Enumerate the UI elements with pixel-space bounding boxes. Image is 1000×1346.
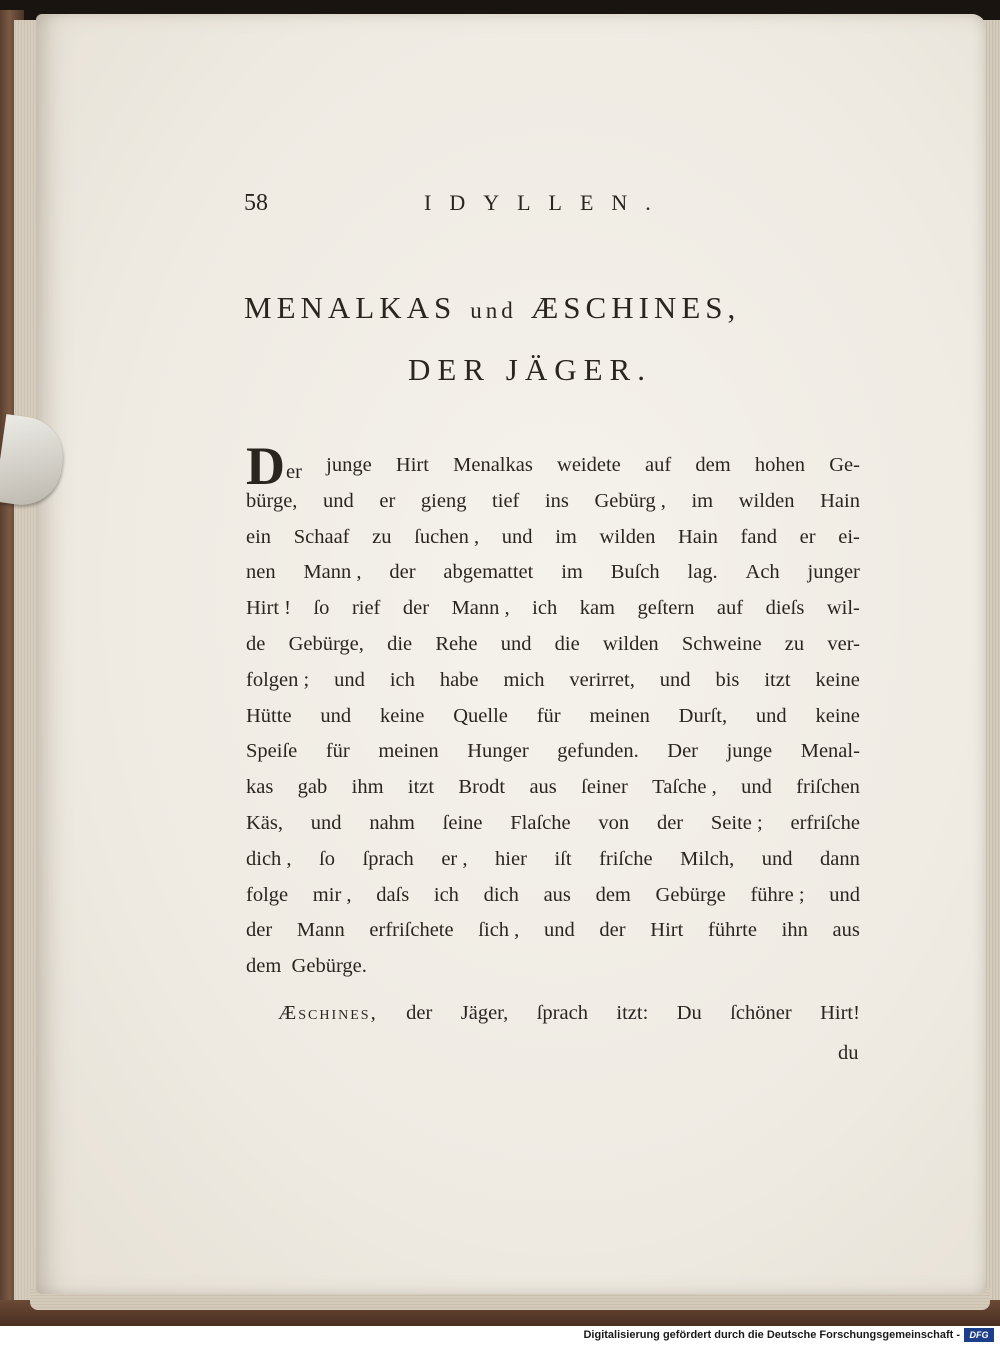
word: aus <box>543 883 571 906</box>
catchword: du <box>838 1042 859 1064</box>
word: itzt <box>764 668 791 691</box>
word: gieng <box>420 489 467 512</box>
paragraph-2-first-line <box>278 1002 860 1025</box>
word: Gebürge <box>655 883 726 906</box>
text-line <box>246 699 860 735</box>
word: dem <box>595 883 631 906</box>
word: weidete <box>557 454 621 476</box>
word: de <box>246 632 266 655</box>
word: kam <box>579 597 615 620</box>
text-line <box>246 770 860 806</box>
word: friſche <box>599 847 653 870</box>
word: Du <box>676 1002 702 1024</box>
word: bis <box>715 668 740 691</box>
word: dich , <box>246 847 292 870</box>
word: bürge, <box>246 489 298 512</box>
word: führe ; <box>750 883 805 906</box>
text-line <box>246 878 860 914</box>
first-word-group <box>246 436 302 496</box>
footer-credit: Digitalisierung gefördert durch die Deutsche Forschungsgemeinschaft - <box>583 1329 960 1341</box>
word: auf <box>644 454 672 476</box>
word: Mann , <box>451 597 510 620</box>
word: ſprach <box>362 847 414 870</box>
title-name-1: MENALKAS <box>244 290 457 325</box>
word: die <box>554 632 580 655</box>
text-line <box>246 806 860 842</box>
word: keine <box>815 668 860 691</box>
word: der <box>656 811 684 834</box>
word: ſeine <box>442 811 483 834</box>
word: gab <box>297 776 328 799</box>
title-conjunction: und <box>470 298 517 323</box>
word: abgemattet <box>443 561 534 584</box>
text-line <box>246 913 860 949</box>
word: Hirt ! <box>246 597 291 620</box>
word: dann <box>820 847 860 870</box>
word: Schweine <box>681 632 762 655</box>
word: mir , <box>312 883 352 906</box>
text-line <box>246 591 860 627</box>
word: junger <box>807 561 860 584</box>
word: dem <box>695 454 731 476</box>
word: im <box>561 561 583 584</box>
word: und <box>334 668 365 691</box>
word: ich <box>532 597 558 620</box>
word: ein <box>246 525 272 548</box>
word: und <box>755 704 787 727</box>
word: er , <box>441 847 468 870</box>
word: aus <box>529 776 557 799</box>
word: geſtern <box>637 597 695 620</box>
word: er <box>379 489 396 512</box>
word: nahm <box>369 811 415 834</box>
word: im <box>555 525 577 548</box>
word: er <box>286 461 302 483</box>
word: itzt <box>407 776 435 799</box>
word: Jäger, <box>460 1002 509 1024</box>
word: er <box>799 525 816 548</box>
word: und <box>659 668 691 691</box>
word: ins <box>544 489 569 512</box>
word: Quelle <box>453 704 508 727</box>
word: im <box>691 489 714 512</box>
title-name-2: ÆSCHINES, <box>530 290 741 325</box>
word: Gebürge, <box>288 632 364 655</box>
word: ei- <box>838 525 860 548</box>
word: itzt: <box>616 1002 649 1024</box>
word: Rehe <box>435 632 478 655</box>
word: und <box>500 632 532 655</box>
word: folgen ; <box>246 668 310 691</box>
word: und <box>323 489 354 512</box>
body-text <box>246 436 860 985</box>
word: Speiſe <box>246 740 298 763</box>
text-line <box>246 520 860 556</box>
word: ich <box>433 883 459 906</box>
word: Ge- <box>829 454 860 476</box>
word: Mann , <box>303 561 362 584</box>
word: Milch, <box>680 847 735 870</box>
word: ihm <box>351 776 384 799</box>
word: Hütte <box>246 704 292 727</box>
word: und <box>761 847 793 870</box>
word: ſeiner <box>581 776 628 799</box>
word: dieſs <box>765 597 805 620</box>
word: ſo <box>319 847 336 870</box>
word: dich <box>483 883 519 906</box>
text-line <box>246 949 860 985</box>
speaker-initial: Æ <box>278 1002 299 1024</box>
word: für <box>536 704 561 727</box>
text-line <box>246 734 860 770</box>
word: Gebürg , <box>594 489 666 512</box>
text-line <box>246 484 860 520</box>
word: habe <box>439 668 479 691</box>
drop-capital: D <box>246 436 285 496</box>
word: ſich , <box>478 919 520 942</box>
speaker-punct: , <box>370 1002 378 1024</box>
word: ver- <box>827 632 860 655</box>
word: hier <box>495 847 527 870</box>
word: ich <box>389 668 415 691</box>
word: keine <box>815 704 860 727</box>
word: erfriſchete <box>369 919 454 942</box>
title-line-2: DER JÄGER. <box>408 352 652 387</box>
word: Durſt, <box>678 704 728 727</box>
text-line <box>246 663 860 699</box>
word: junge <box>326 454 372 476</box>
word: verirret, <box>569 668 635 691</box>
word: Brodt <box>458 776 506 799</box>
word: und <box>543 919 575 942</box>
word: und <box>501 525 533 548</box>
word: der <box>402 597 430 620</box>
word: wilden <box>602 632 659 655</box>
word: der <box>406 1002 433 1024</box>
word: die <box>387 632 413 655</box>
word: Hirt <box>395 454 429 476</box>
word: rief <box>351 597 381 620</box>
word: und <box>829 883 860 906</box>
word: auf <box>716 597 744 620</box>
word: Taſche , <box>652 776 717 799</box>
word: für <box>325 740 350 763</box>
word: ihn <box>781 919 808 942</box>
word: Buſch <box>610 561 660 584</box>
word: wil- <box>826 597 860 620</box>
text-line <box>246 627 860 663</box>
word: der <box>599 919 626 942</box>
word: nen <box>246 561 276 584</box>
word: lag. <box>687 561 718 584</box>
word: ſchöner <box>730 1002 792 1024</box>
word: meinen <box>378 740 439 763</box>
word: Ach <box>745 561 780 584</box>
word: Menalkas <box>453 454 533 476</box>
word: und <box>741 776 772 799</box>
word: führte <box>708 919 757 942</box>
text-line <box>246 555 860 591</box>
word: tief <box>492 489 520 512</box>
speaker-smallcaps: SCHINES <box>298 1008 371 1023</box>
word: Schaaf <box>293 525 350 548</box>
word: von <box>598 811 630 834</box>
word: dem Gebürge. <box>246 955 367 978</box>
word: der <box>246 919 273 942</box>
word: ſuchen , <box>414 525 480 548</box>
word: folge <box>246 883 289 906</box>
word: daſs <box>376 883 410 906</box>
word: ſo <box>313 597 330 620</box>
word: aus <box>832 919 860 942</box>
word: Der <box>667 740 699 763</box>
word: erfriſche <box>790 811 860 834</box>
dfg-logo: DFG <box>964 1328 994 1342</box>
word: wilden <box>738 489 795 512</box>
word: Hunger <box>467 740 529 763</box>
word: Hain <box>678 525 718 548</box>
text-line <box>246 842 860 878</box>
word: hohen <box>754 454 805 476</box>
word: Menal- <box>800 740 860 763</box>
word: mich <box>503 668 545 691</box>
page-number: 58 <box>244 190 268 216</box>
word: fand <box>740 525 777 548</box>
word: zu <box>784 632 805 655</box>
word: Käs, <box>246 811 284 834</box>
speaker-name <box>278 1002 378 1025</box>
word: meinen <box>589 704 650 727</box>
running-head: IDYLLEN. <box>424 190 669 215</box>
word: Hirt! <box>820 1002 860 1024</box>
word: und <box>310 811 342 834</box>
word: keine <box>379 704 425 727</box>
word: junge <box>726 740 773 763</box>
word: ſprach <box>536 1002 588 1024</box>
word: gefunden. <box>557 740 639 763</box>
word: wilden <box>599 525 656 548</box>
title-line-1 <box>244 290 859 326</box>
word: Seite ; <box>710 811 763 834</box>
word: der <box>389 561 416 584</box>
word: iſt <box>554 847 572 870</box>
word: Flaſche <box>510 811 571 834</box>
word: Hain <box>820 489 860 512</box>
word: kas <box>246 776 274 799</box>
word: Hirt <box>650 919 684 942</box>
word: und <box>320 704 352 727</box>
text-line <box>246 436 860 496</box>
word: Mann <box>296 919 345 942</box>
word: zu <box>372 525 392 548</box>
word: friſchen <box>796 776 860 799</box>
